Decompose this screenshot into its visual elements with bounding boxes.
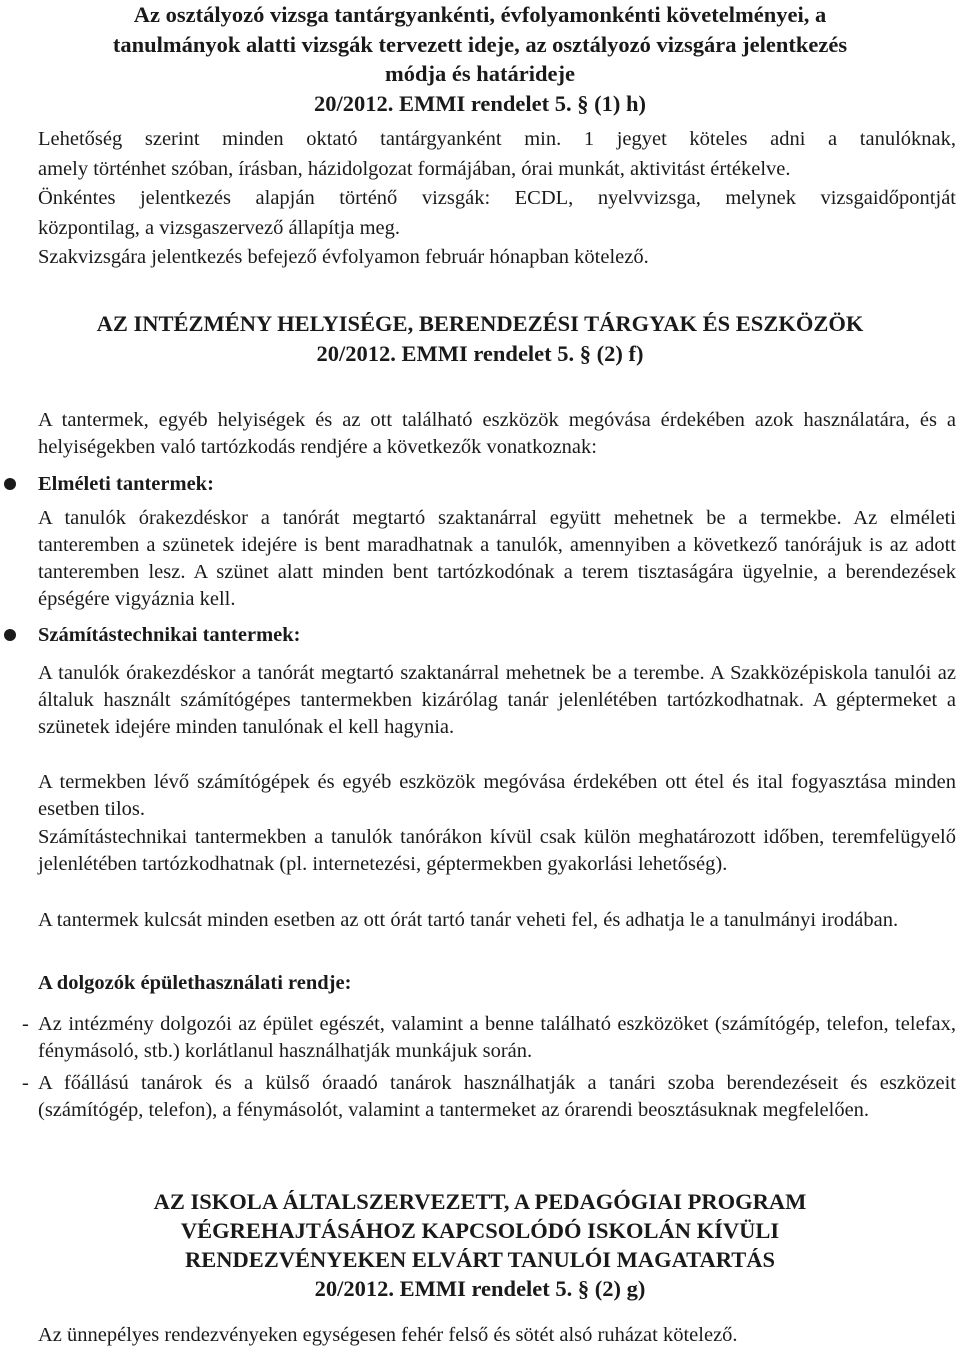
events-dress-code-paragraph: Az ünnepélyes rendezvényeken egységesen fehér felső és sötét alsó ruházat kötelező. bbox=[38, 1324, 738, 1346]
events-title-line: RENDEZVÉNYEKEN ELVÁRT TANULÓI MAGATARTÁS bbox=[185, 1247, 775, 1272]
bullet-dot-icon bbox=[4, 629, 16, 641]
voluntary-line: Önkéntes jelentkezés alapján történő vizsgák: ECDL, nyelvvizsga, melynek vizsgaidőpontját bbox=[38, 187, 956, 209]
events-section-title bbox=[36, 1187, 924, 1303]
exam-heading-line: módja és határideje bbox=[385, 61, 575, 86]
events-title-line: AZ ISKOLA ÁLTALSZERVEZETT, A PEDAGÓGIAI PROGRAM bbox=[153, 1189, 807, 1214]
rooms-title-line: 20/2012. EMMI rendelet 5. § (2) f) bbox=[316, 341, 644, 366]
voluntary-exams-paragraph bbox=[38, 184, 956, 243]
theory-rooms-heading: Elméleti tantermek: bbox=[38, 473, 214, 495]
rooms-section-title bbox=[36, 309, 924, 369]
theory-rooms-paragraph: A tanulók órakezdéskor a tanórát megtartó szaktanárral együtt mehetnek be a termekbe. Az elméleti tanteremben a szünetek idejére is bent maradhatnak a tanulók, amennyiben a következő tanórájuk is az adott tanteremben lesz. A szünet alatt minden bent tartózkodónak a terem tisztaságára ügyelnie, a berendezések épségére vigyáznia kell. bbox=[38, 507, 956, 610]
grading-line: Lehetőség szerint minden oktató tantárgyanként min. 1 jegyet köteles adni a tanulóknak, bbox=[38, 128, 956, 150]
dash-marker: - bbox=[22, 1013, 29, 1035]
vocational-exam-paragraph: Szakvizsgára jelentkezés befejező évfolyamon február hónapban kötelező. bbox=[38, 246, 649, 268]
exam-heading bbox=[36, 0, 924, 118]
rooms-intro-paragraph: A tantermek, egyéb helyiségek és az ott található eszközök megóvása érdekében azok használatára, és a helyiségekben való tartózkodás rendjére a következők vonatkoznak: bbox=[38, 409, 956, 458]
grading-line: amely történhet szóban, írásban, házidolgozat formájában, órai munkát, aktivitást értékelve. bbox=[38, 157, 791, 180]
voluntary-line: központilag, a vizsgaszervező állapítja meg. bbox=[38, 216, 401, 239]
rooms-title-line: AZ INTÉZMÉNY HELYISÉGE, BERENDEZÉSI TÁRGYAK ÉS ESZKÖZÖK bbox=[96, 311, 864, 336]
it-rooms-paragraph-1: A tanulók órakezdéskor a tanórát megtartó szaktanárral mehetnek be a terembe. A Szakközépiskola tanulói az általuk használt számítógépes tantermekben kizárólag tanár jelenlétében tartózkodhatnak. A géptermeket a szünetek idejére minden tanulónak el kell hagynia. bbox=[38, 662, 956, 738]
events-title-line: 20/2012. EMMI rendelet 5. § (2) g) bbox=[314, 1276, 646, 1301]
staff-usage-heading: A dolgozók épülethasználati rendje: bbox=[38, 972, 352, 994]
events-title-line: VÉGREHAJTÁSÁHOZ KAPCSOLÓDÓ ISKOLÁN KÍVÜLI bbox=[180, 1218, 780, 1243]
it-rooms-paragraph-2: A termekben lévő számítógépek és egyéb eszközök megóvása érdekében ott étel és ital fogyasztása minden esetben tilos. bbox=[38, 771, 956, 820]
it-rooms-heading: Számítástechnikai tantermek: bbox=[38, 624, 301, 646]
exam-heading-line: tanulmányok alatti vizsgák tervezett ideje, az osztályozó vizsgára jelentkezés bbox=[112, 31, 848, 57]
bullet-dot-icon bbox=[4, 478, 16, 490]
exam-heading-line: Az osztályozó vizsga tantárgyankénti, évfolyamonkénti követelményei, a bbox=[133, 2, 827, 27]
dash-marker: - bbox=[22, 1072, 29, 1094]
it-rooms-paragraph-3: Számítástechnikai tantermekben a tanulók tanórákon kívül csak külön meghatározott időben, teremfelügyelő jelenlétében tartózkodhatnak (pl. internetezési, géptermekben gyakorlási lehetőség). bbox=[38, 826, 956, 875]
exam-heading-line: 20/2012. EMMI rendelet 5. § (1) h) bbox=[313, 90, 647, 116]
staff-item-2: A főállású tanárok és a külső óraadó tanárok használhatják a tanári szoba berendezéseit és eszközeit (számítógép, telefon), a fénymásolót, valamint a tantermeket az órarendi beosztásuknak megfelelően. bbox=[38, 1072, 956, 1121]
staff-item-1: Az intézmény dolgozói az épület egészét, valamint a benne található eszközöket (számítógép, telefon, telefax, fénymásoló, stb.) korlátlanul használhatják munkájuk során. bbox=[38, 1013, 956, 1062]
it-rooms-paragraph-4: A tantermek kulcsát minden esetben az ott órát tartó tanár veheti fel, és adhatja le a tanulmányi irodában. bbox=[38, 909, 899, 931]
grading-paragraph bbox=[38, 125, 956, 184]
